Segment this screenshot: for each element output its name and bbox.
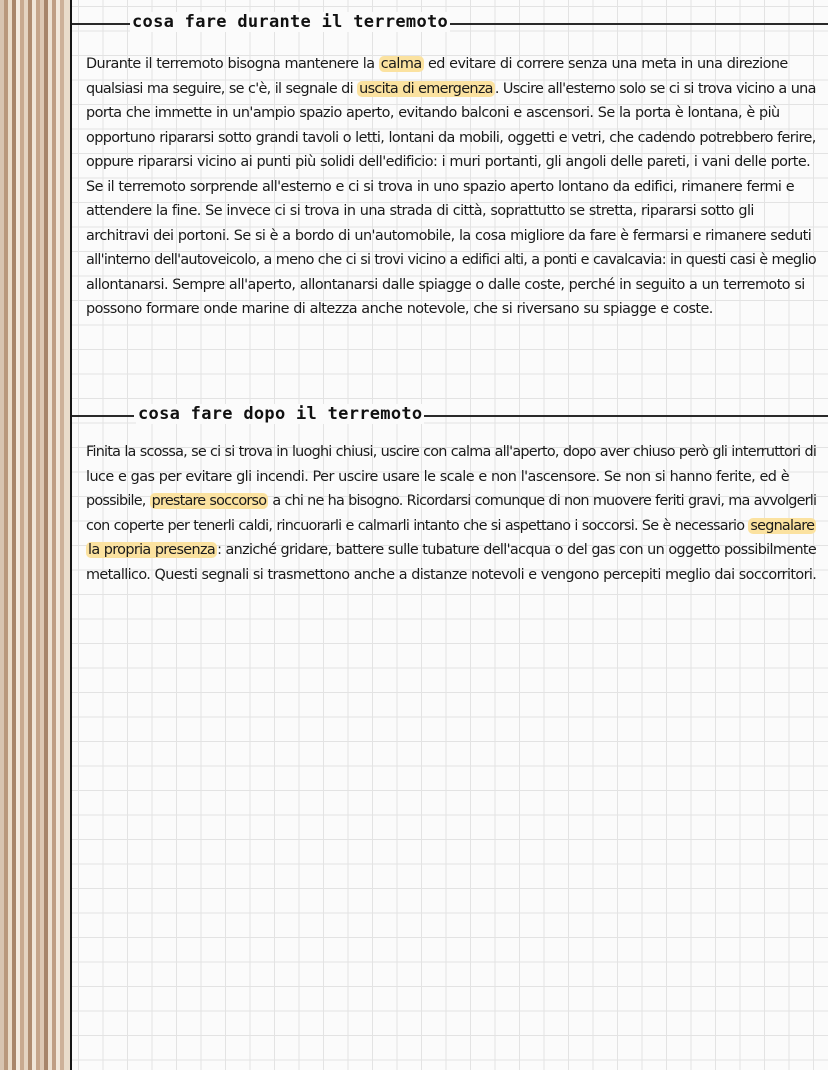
text-segment: a chi ne ha bisogno. Ricordarsi comunque di non muovere feriti gravi, ma avvolgerli: [268, 493, 817, 509]
text-segment: metallico. Questi segnali si trasmettono anche a distanze notevoli e vengono percepiti meglio dai soccorritori.: [86, 566, 817, 583]
text-line: [86, 440, 816, 465]
text-line: [86, 101, 816, 126]
section-body-during: [86, 52, 816, 322]
text-segment: possibile,: [86, 493, 150, 509]
text-line: [86, 175, 816, 200]
text-segment: possono formare onde marine di altezza anche notevole, che si riversano su spiagge e coste.: [86, 301, 713, 317]
text-line: [86, 514, 816, 539]
text-line: [86, 150, 816, 175]
highlighted-phrase: prestare soccorso: [151, 493, 267, 509]
text-segment: . Uscire all'esterno solo se ci si trova vicino a una: [494, 80, 816, 97]
text-line: [86, 248, 816, 273]
text-segment: Finita la scossa, se ci si trova in luoghi chiusi, uscire con calma all'aperto, dopo aver chiuso però gli interruttori di: [86, 444, 817, 460]
text-line: [86, 297, 816, 322]
section-title: cosa fare durante il terremoto: [132, 12, 449, 32]
highlighted-phrase: la propria presenza: [88, 542, 216, 558]
heading-rule-right: [424, 415, 828, 417]
highlighted-phrase: uscita di emergenza: [359, 80, 493, 97]
text-segment: qualsiasi ma seguire, se c'è, il segnale di: [86, 80, 358, 97]
text-segment: allontanarsi. Sempre all'aperto, allontanarsi dalle spiagge o dalle coste, perché in seguito a un terremoto si: [86, 276, 805, 293]
text-segment: con coperte per tenerli caldi, rincuorarli e calmarli intanto che si aspettano i soccorsi. Se è necessario: [86, 517, 749, 534]
section-body-after: [86, 440, 816, 587]
text-line: [86, 52, 816, 77]
text-line: [86, 563, 816, 588]
text-segment: all'interno dell'autoveicolo, a meno che ci si trovi vicino a edifici alti, a ponti e cavalcavia: in questi casi è meglio: [86, 252, 816, 268]
heading-rule-left: [72, 415, 134, 417]
decorative-stripes: [0, 0, 70, 1070]
text-segment: ed evitare di correre senza una meta in una direzione: [423, 56, 788, 72]
section-title: cosa fare dopo il terremoto: [138, 404, 423, 424]
text-segment: luce e gas per evitare gli incendi. Per uscire usare le scale e non l'ascensore. Se non si hanno ferite, ed è: [86, 468, 790, 485]
text-line: [86, 465, 816, 490]
text-line: [86, 199, 816, 224]
highlighted-phrase: calma: [380, 56, 422, 72]
text-segment: : anziché gridare, battere sulle tubature dell'acqua o del gas con un oggetto possibilmente: [217, 542, 817, 558]
text-line: [86, 489, 816, 514]
text-line: [86, 77, 816, 102]
heading-rule-right: [432, 23, 828, 25]
text-segment: porta che immette in un'ampio spazio aperto, evitando balconi e ascensori. Se la porta è lontana, è più: [86, 105, 780, 121]
text-segment: Se il terremoto sorprende all'esterno e ci si trova in uno spazio aperto lontano da edifici, rimanere fermi e: [86, 178, 794, 195]
text-segment: Durante il terremoto bisogna mantenere la: [86, 56, 379, 72]
text-line: [86, 126, 816, 151]
text-segment: oppure ripararsi vicino ai punti più solidi dell'edificio: i muri portanti, gli angoli delle pareti, i vani delle porte.: [86, 154, 811, 170]
text-line: [86, 224, 816, 249]
text-segment: architravi dei portoni. Se si è a bordo di un'automobile, la cosa migliore da fare è fermarsi e rimanere seduti: [86, 227, 812, 244]
text-segment: attendere la fine. Se invece ci si trova in una strada di città, soprattutto se stretta, ripararsi sotto gli: [86, 203, 754, 219]
text-line: [86, 273, 816, 298]
section-heading-after: [72, 404, 828, 424]
text-line: [86, 538, 816, 563]
section-heading-during: [72, 12, 828, 32]
highlighted-phrase: segnalare: [750, 517, 815, 534]
text-segment: opportuno ripararsi sotto grandi tavoli o letti, lontani da mobili, oggetti e vetri, che cadendo potrebbero ferire,: [86, 129, 816, 146]
